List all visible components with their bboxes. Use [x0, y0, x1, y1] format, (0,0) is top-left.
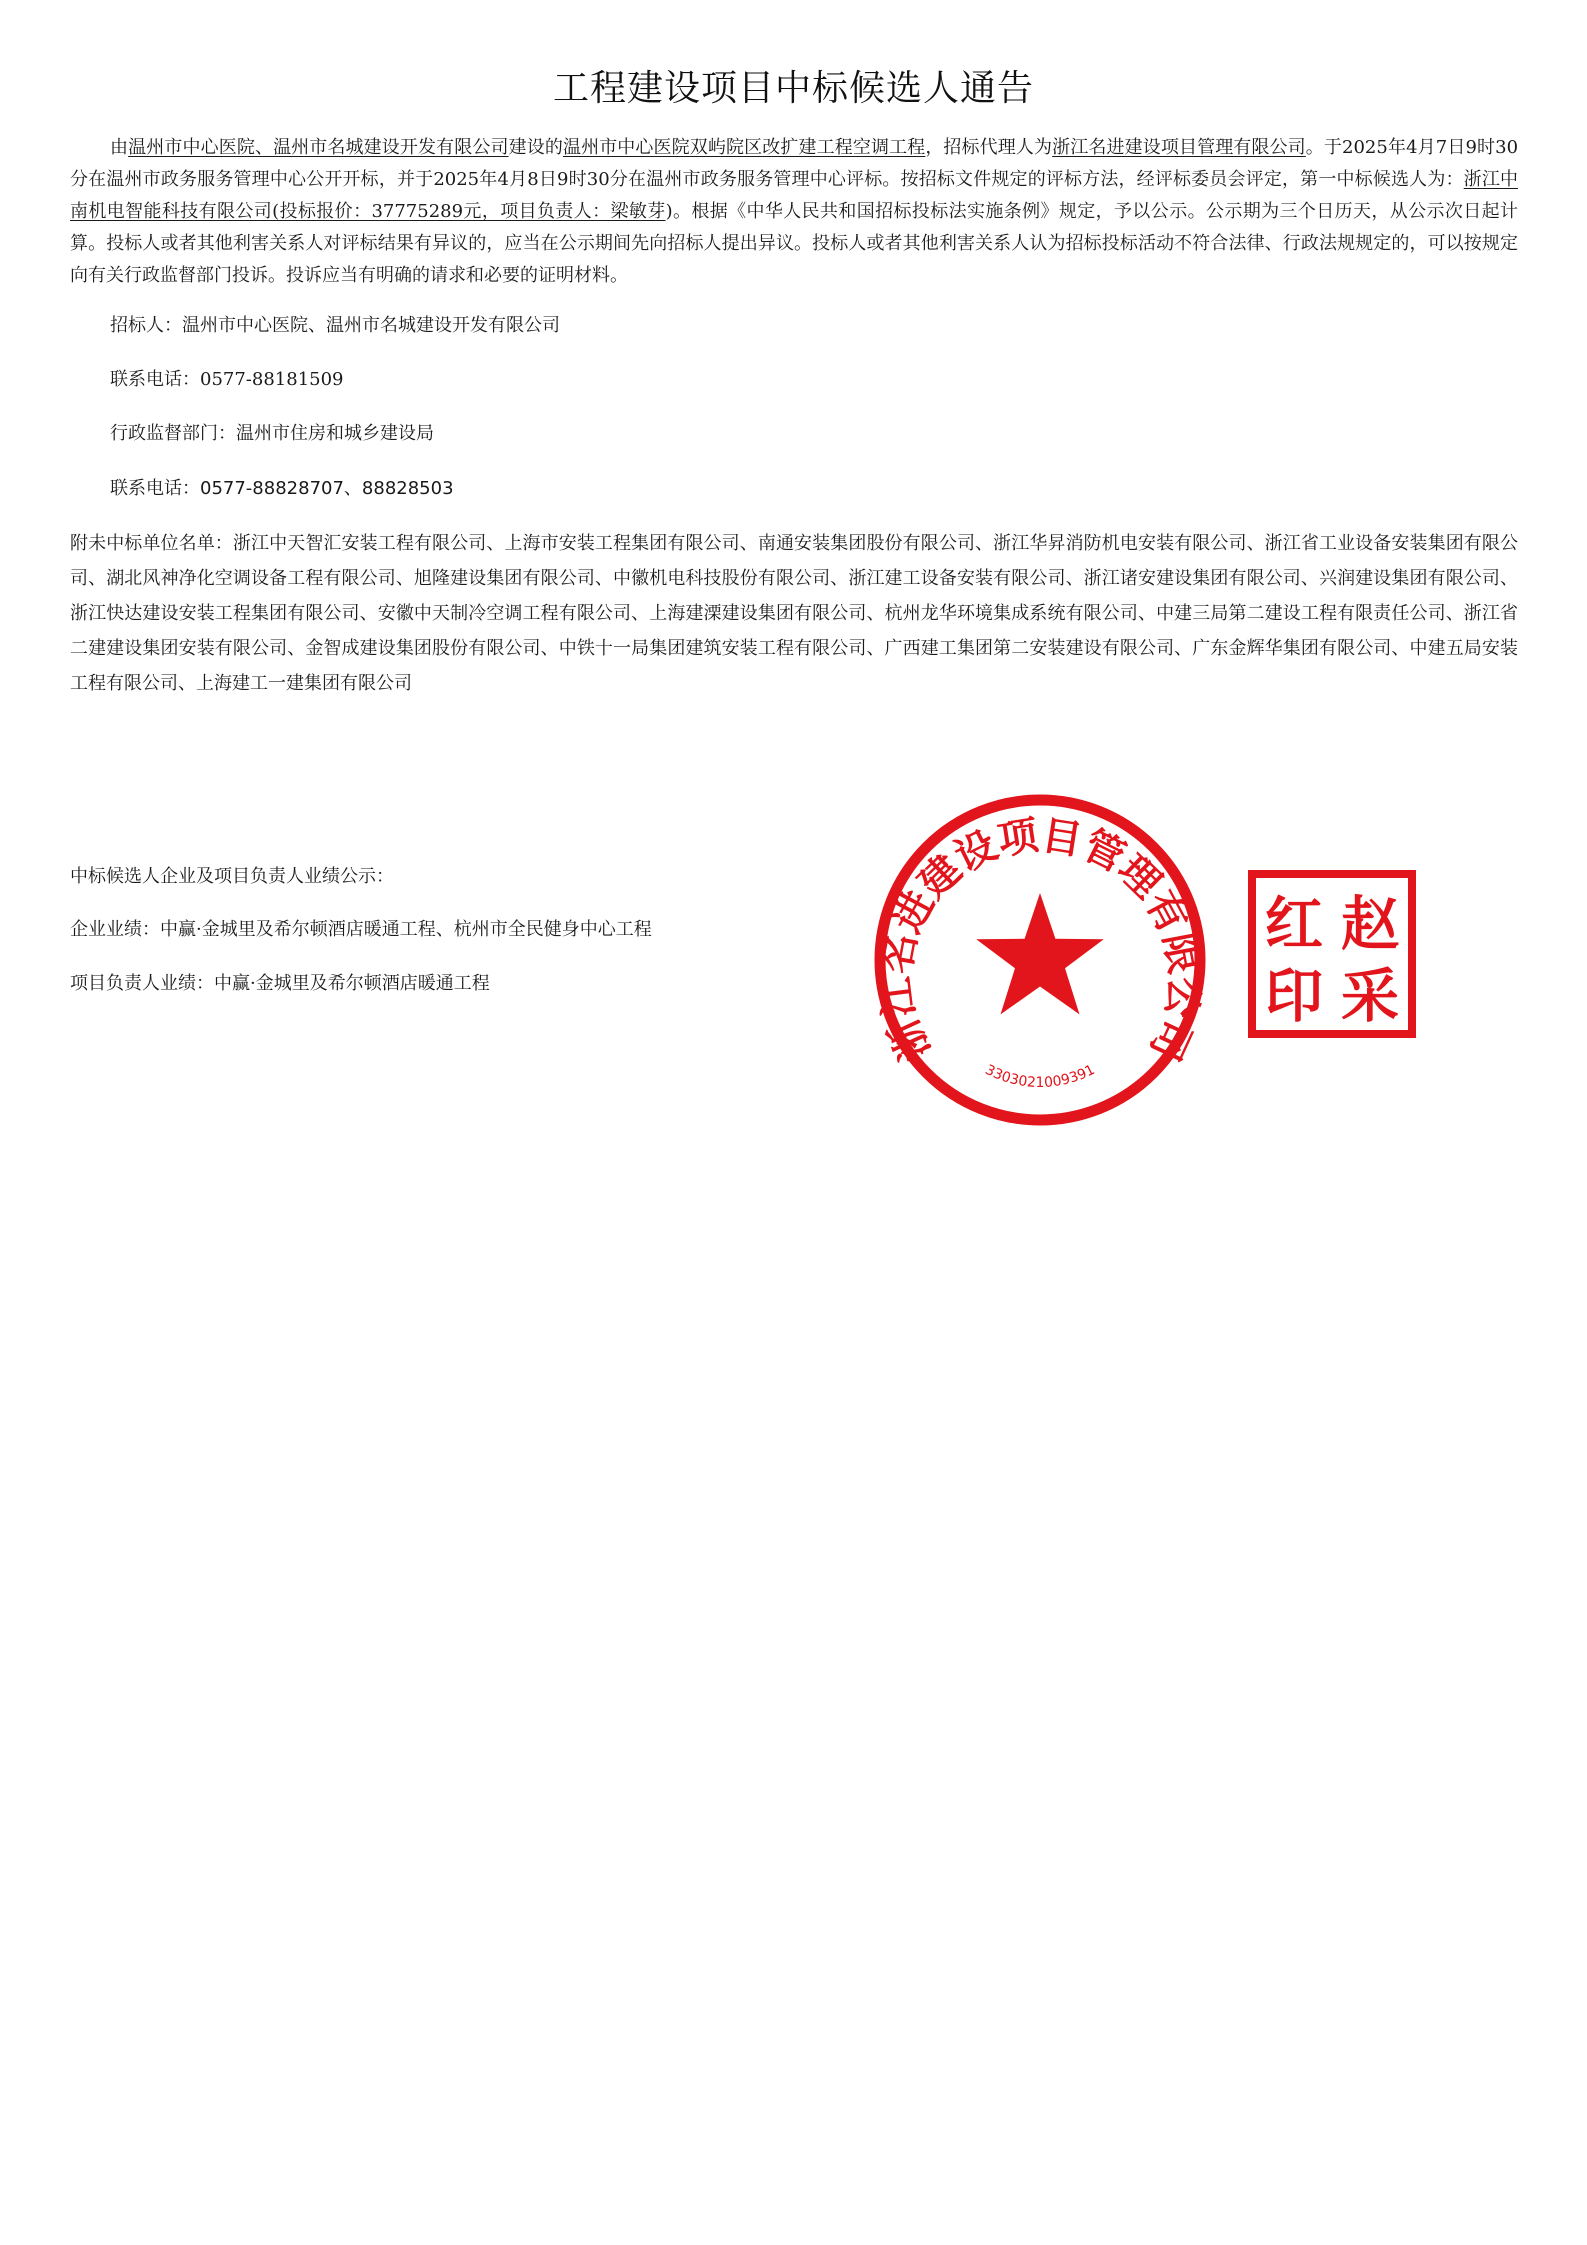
owner-link[interactable]: 温州市中心医院、温州市名城建设开发有限公司	[128, 137, 509, 158]
intro-text-4: 。于2025年4月7日9时30分在温州市政务服务管理中心公开开标，并于2025年4月8日9时30分在温州市政务服务管理中心评标。按招标文件规定的评标方法，经评标委员会评定，第一中标候选人为：	[70, 137, 1519, 190]
intro-text-3: ，招标代理人为	[925, 137, 1053, 158]
stamp-char-3: 印	[1264, 962, 1324, 1030]
stamp-char-4: 采	[1340, 962, 1400, 1030]
winner-link[interactable]: 浙江中南机电智能科技有限公司(投标报价：37775289元，项目负责人：梁敏芽	[70, 169, 1519, 222]
intro-paragraph	[70, 132, 1518, 292]
company-performance: 企业业绩：中赢·金城里及希尔顿酒店暖通工程、杭州市全民健身中心工程	[70, 919, 652, 940]
seal-name: 浙江名进建设项目管理有限公司	[871, 811, 1209, 1068]
supervisor-line: 行政监督部门：温州市住房和城乡建设局	[110, 423, 434, 444]
personal-name-stamp	[1248, 870, 1416, 1038]
intro-text-5: )。根据《中华人民共和国招标投标法实施条例》规定，予以公示。公示期为三个日历天，从公示次日起计算。投标人或者其他利害关系人对评标结果有异议的，应当在公示期间先向招标人提出异议。投标人或者其他利害关系人认为招标投标活动不符合法律、行政法规规定的，可以按规定向有关行政监督部门投诉。投诉应当有明确的请求和必要的证明材料。	[70, 201, 1518, 286]
intro-text-2: 建设的	[508, 137, 563, 158]
leader-performance: 项目负责人业绩：中赢·金城里及希尔顿酒店暖通工程	[70, 973, 490, 994]
unsuccessful-bidders-list: 附未中标单位名单：浙江中天智汇安装工程有限公司、上海市安装工程集团有限公司、南通安装集团股份有限公司、浙江华昇消防机电安装有限公司、浙江省工业设备安装集团有限公司、湖北风神净化空调设备工程有限公司、旭隆建设集团有限公司、中徽机电科技股份有限公司、浙江建工设备安装有限公司、浙江诸安建设集团有限公司、兴润建设集团有限公司、浙江快达建设安装工程集团有限公司、安徽中天制冷空调工程有限公司、上海建溧建设集团有限公司、杭州龙华环境集成系统有限公司、中建三局第二建设工程有限责任公司、浙江省二建建设集团安装有限公司、金智成建设集团股份有限公司、中铁十一局集团建筑安装工程有限公司、广西建工集团第二安装建设有限公司、广东金辉华集团有限公司、中建五局安装工程有限公司、上海建工一建集团有限公司	[70, 533, 1518, 694]
tenderer-line: 招标人：温州市中心医院、温州市名城建设开发有限公司	[110, 315, 560, 336]
agent-link[interactable]: 浙江名进建设项目管理有限公司	[1052, 137, 1306, 158]
tenderer-phone-line: 联系电话：0577-88181509	[110, 369, 344, 390]
stamp-char-2: 赵	[1340, 890, 1400, 958]
page-title: 工程建设项目中标候选人通告	[552, 68, 1034, 109]
supervisor-phone-line	[110, 474, 454, 500]
project-link[interactable]: 温州市中心医院双屿院区改扩建工程空调工程	[562, 137, 926, 158]
intro-text-1: 由	[110, 137, 129, 158]
company-seal	[870, 790, 1210, 1130]
supervisor-phone-label: 联系电话：	[110, 478, 200, 499]
seal-star-icon	[976, 893, 1104, 1014]
supervisor-phone-number: 0577-88828707、88828503	[200, 478, 454, 499]
performance-heading: 中标候选人企业及项目负责人业绩公示：	[70, 866, 394, 887]
seal-code: 3303021009391	[982, 1061, 1098, 1091]
stamp-char-1: 红	[1264, 890, 1324, 958]
